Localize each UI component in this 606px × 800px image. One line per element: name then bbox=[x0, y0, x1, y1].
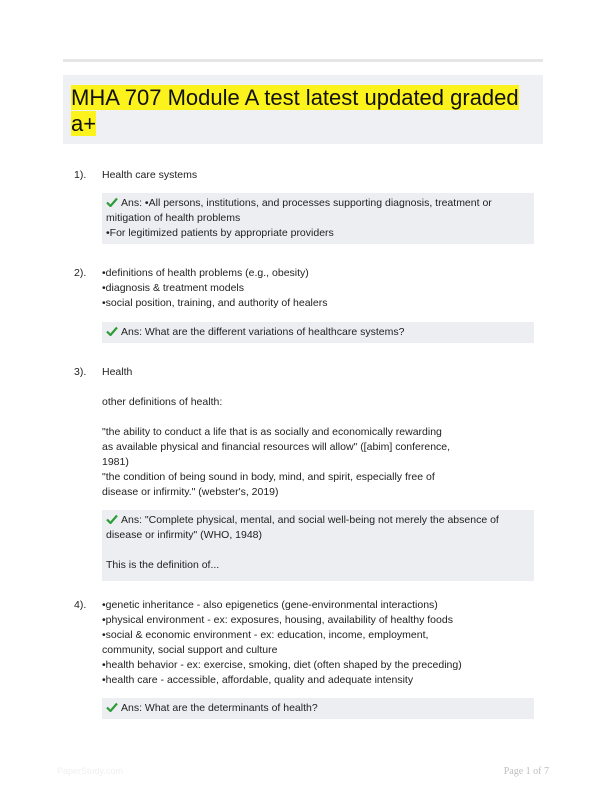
answer-box-1: Ans: •All persons, institutions, and processes supporting diagnosis, treatment or mitigation of health problems •For legitimized patients by appropriate providers bbox=[102, 193, 534, 244]
question-number: 2). bbox=[74, 267, 87, 279]
top-divider bbox=[63, 59, 543, 62]
watermark: PaperStudy.com bbox=[57, 766, 123, 776]
question-text: •genetic inheritance - also epigenetics (gene-environmental interactions) •physical environment - ex: exposures, housing, availability of healthy foods •social & economic environment - ex: education, income, employment, community, social support and culture •health behavior - ex: exercise, smoking, diet (often shaped by the preceding) •health care - accessible, affordable, quality and adequate intensity bbox=[102, 599, 462, 686]
title-banner bbox=[63, 75, 543, 144]
question-number: 4). bbox=[74, 599, 87, 611]
answer-box-2: Ans: What are the different variations of healthcare systems? bbox=[102, 322, 534, 343]
page-indicator: Page 1 of 7 bbox=[503, 766, 549, 777]
question-text: Health other definitions of health: "the ability to conduct a life that is as socially and economically rewarding as available physical and financial resources will allow" ([abim] conference, 1981) "the condition of being sound in body, mind, and spirit, especially free of disease or infirmity." (webster's, 2019) bbox=[102, 366, 451, 498]
question-text: •definitions of health problems (e.g., obesity) •diagnosis & treatment models •social position, training, and authority of healers bbox=[102, 267, 328, 309]
answer-box-3: Ans: "Complete physical, mental, and social well-being not merely the absence of disease or infirmity" (WHO, 1948) This is the definition of... bbox=[102, 510, 534, 581]
question-number: 1). bbox=[74, 169, 87, 181]
document-title: MHA 707 Module A test latest updated graded a+ bbox=[71, 85, 519, 136]
checkmark-icon bbox=[106, 197, 118, 207]
checkmark-icon bbox=[106, 702, 118, 712]
question-number: 3). bbox=[74, 366, 87, 378]
answer-box-4: Ans: What are the determinants of health? bbox=[102, 698, 534, 719]
checkmark-icon bbox=[106, 514, 118, 524]
checkmark-icon bbox=[106, 326, 118, 336]
question-text: Health care systems bbox=[102, 169, 198, 181]
